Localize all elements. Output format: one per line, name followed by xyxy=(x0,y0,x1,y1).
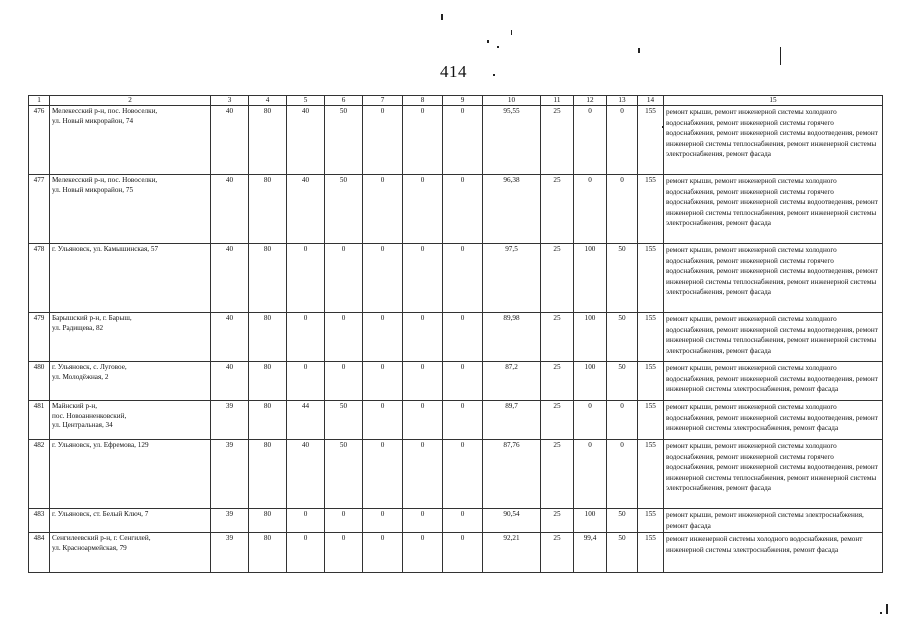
value-cell-col-14: 155 xyxy=(638,244,664,313)
value-cell-col-13: 0 xyxy=(607,175,638,244)
repair-program-table xyxy=(28,95,883,573)
address-cell xyxy=(50,175,211,244)
row-number: 481 xyxy=(29,401,50,440)
address-line: ул. Красноармейская, 79 xyxy=(52,543,127,552)
value-cell-col-5: 0 xyxy=(287,244,325,313)
value-cell-col-10: 90,54 xyxy=(483,509,541,533)
address-line: Сенгилеевский р-н, г. Сенгилей, xyxy=(52,534,151,543)
value-cell-col-10: 95,55 xyxy=(483,106,541,175)
value-cell-col-6: 0 xyxy=(325,313,363,362)
value-cell-col-11: 25 xyxy=(541,362,574,401)
value-cell-col-10: 87,2 xyxy=(483,362,541,401)
value-cell-col-4: 80 xyxy=(249,401,287,440)
works-description-cell: ремонт крыши, ремонт инженерной системы холодного водоснабжения, ремонт инженерной системы водоотведения, ремонт инженерной системы теплоснабжения, ремонт инженерной системы электроснабжения, ремонт фасада xyxy=(664,313,883,362)
value-cell-col-11: 25 xyxy=(541,533,574,573)
scan-speck xyxy=(511,30,512,35)
scan-speck xyxy=(638,48,640,53)
value-cell-col-13: 0 xyxy=(607,440,638,509)
value-cell-col-11: 25 xyxy=(541,244,574,313)
value-cell-col-4: 80 xyxy=(249,175,287,244)
table-row xyxy=(29,401,883,440)
value-cell-col-10: 92,21 xyxy=(483,533,541,573)
value-cell-col-5: 40 xyxy=(287,106,325,175)
value-cell-col-7: 0 xyxy=(363,440,403,509)
column-header: 9 xyxy=(443,96,483,106)
value-cell-col-12: 99,4 xyxy=(574,533,607,573)
row-number: 482 xyxy=(29,440,50,509)
address-line: г. Ульяновск, с. Луговое, xyxy=(52,363,127,371)
table-row xyxy=(29,175,883,244)
value-cell-col-9: 0 xyxy=(443,362,483,401)
value-cell-col-13: 50 xyxy=(607,362,638,401)
value-cell-col-11: 25 xyxy=(541,106,574,175)
address-line: Барышский р-н, г. Барыш, xyxy=(52,314,132,322)
value-cell-col-14: 155 xyxy=(638,175,664,244)
address-line: ул. Новый микрорайон, 75 xyxy=(52,185,134,194)
value-cell-col-14: 155 xyxy=(638,440,664,509)
scan-speck xyxy=(780,47,781,65)
value-cell-col-14: 155 xyxy=(638,509,664,533)
column-header: 13 xyxy=(607,96,638,106)
value-cell-col-12: 100 xyxy=(574,362,607,401)
value-cell-col-8: 0 xyxy=(403,401,443,440)
value-cell-col-6: 0 xyxy=(325,362,363,401)
value-cell-col-4: 80 xyxy=(249,509,287,533)
address-line: г. Ульяновск, ул. Ефремова, 129 xyxy=(52,441,149,449)
works-description-cell: ремонт инженерной системы холодного водоснабжения, ремонт инженерной системы электроснабжения, ремонт фасада xyxy=(664,533,883,573)
value-cell-col-3: 40 xyxy=(211,313,249,362)
value-cell-col-12: 0 xyxy=(574,175,607,244)
table-row xyxy=(29,533,883,573)
value-cell-col-8: 0 xyxy=(403,175,443,244)
address-cell xyxy=(50,313,211,362)
column-header: 3 xyxy=(211,96,249,106)
value-cell-col-8: 0 xyxy=(403,440,443,509)
table-row xyxy=(29,313,883,362)
column-header: 12 xyxy=(574,96,607,106)
scan-speck xyxy=(441,14,443,20)
value-cell-col-8: 0 xyxy=(403,106,443,175)
value-cell-col-10: 89,7 xyxy=(483,401,541,440)
value-cell-col-3: 40 xyxy=(211,106,249,175)
address-cell xyxy=(50,509,211,533)
row-number: 480 xyxy=(29,362,50,401)
value-cell-col-11: 25 xyxy=(541,175,574,244)
value-cell-col-11: 25 xyxy=(541,401,574,440)
address-cell xyxy=(50,440,211,509)
value-cell-col-14: 155 xyxy=(638,401,664,440)
value-cell-col-5: 40 xyxy=(287,175,325,244)
scan-speck xyxy=(886,604,888,614)
value-cell-col-6: 50 xyxy=(325,401,363,440)
column-header: 6 xyxy=(325,96,363,106)
value-cell-col-3: 40 xyxy=(211,244,249,313)
address-line: ул. Центральная, 34 xyxy=(52,421,113,430)
column-header: 11 xyxy=(541,96,574,106)
value-cell-col-4: 80 xyxy=(249,533,287,573)
works-description-cell: ремонт крыши, ремонт инженерной системы холодного водоснабжения, ремонт инженерной системы водоотведения, ремонт инженерной системы электроснабжения, ремонт фасада xyxy=(664,362,883,401)
value-cell-col-9: 0 xyxy=(443,175,483,244)
address-line: ул. Радищева, 82 xyxy=(52,323,104,332)
works-description-cell: ремонт крыши, ремонт инженерной системы холодного водоснабжения, ремонт инженерной системы горячего водоснабжения, ремонт инженерной системы водоотведения, ремонт инженерной системы теплоснабжения, ремонт инженерной системы электроснабжения, ремонт фасада xyxy=(664,106,883,175)
value-cell-col-7: 0 xyxy=(363,106,403,175)
value-cell-col-4: 80 xyxy=(249,440,287,509)
row-number: 477 xyxy=(29,175,50,244)
value-cell-col-4: 80 xyxy=(249,106,287,175)
value-cell-col-6: 0 xyxy=(325,244,363,313)
value-cell-col-12: 0 xyxy=(574,440,607,509)
column-header: 4 xyxy=(249,96,287,106)
value-cell-col-12: 100 xyxy=(574,509,607,533)
address-cell xyxy=(50,533,211,573)
table-row xyxy=(29,362,883,401)
works-description-cell: ремонт крыши, ремонт инженерной системы холодного водоснабжения, ремонт инженерной системы горячего водоснабжения, ремонт инженерной системы водоотведения, ремонт инженерной системы теплоснабжения, ремонт инженерной системы электроснабжения, ремонт фасада xyxy=(664,440,883,509)
address-cell xyxy=(50,362,211,401)
value-cell-col-13: 0 xyxy=(607,106,638,175)
value-cell-col-9: 0 xyxy=(443,533,483,573)
column-header: 5 xyxy=(287,96,325,106)
header-row xyxy=(29,96,883,106)
value-cell-col-5: 0 xyxy=(287,509,325,533)
page-number: 414 xyxy=(440,62,467,81)
value-cell-col-13: 50 xyxy=(607,244,638,313)
value-cell-col-7: 0 xyxy=(363,362,403,401)
value-cell-col-3: 39 xyxy=(211,440,249,509)
address-line: Майнский р-н, xyxy=(52,402,98,410)
value-cell-col-5: 0 xyxy=(287,533,325,573)
value-cell-col-3: 39 xyxy=(211,401,249,440)
table-row xyxy=(29,244,883,313)
table-row xyxy=(29,440,883,509)
column-header: 14 xyxy=(638,96,664,106)
value-cell-col-12: 100 xyxy=(574,244,607,313)
address-line: Мелекесский р-н, пос. Новоселки, xyxy=(52,176,158,184)
value-cell-col-8: 0 xyxy=(403,533,443,573)
value-cell-col-8: 0 xyxy=(403,362,443,401)
value-cell-col-5: 0 xyxy=(287,313,325,362)
column-header: 7 xyxy=(363,96,403,106)
column-header: 15 xyxy=(664,96,883,106)
value-cell-col-3: 39 xyxy=(211,509,249,533)
value-cell-col-7: 0 xyxy=(363,533,403,573)
value-cell-col-14: 155 xyxy=(638,362,664,401)
value-cell-col-11: 25 xyxy=(541,313,574,362)
value-cell-col-9: 0 xyxy=(443,401,483,440)
value-cell-col-7: 0 xyxy=(363,401,403,440)
column-header: 1 xyxy=(29,96,50,106)
value-cell-col-7: 0 xyxy=(363,175,403,244)
value-cell-col-12: 0 xyxy=(574,106,607,175)
address-line: ул. Молодёжная, 2 xyxy=(52,372,109,381)
scan-speck xyxy=(487,40,489,43)
address-line: г. Ульяновск, ст. Белый Ключ, 7 xyxy=(52,510,149,518)
works-description-cell: ремонт крыши, ремонт инженерной системы холодного водоснабжения, ремонт инженерной системы водоотведения, ремонт инженерной системы электроснабжения, ремонт фасада xyxy=(664,401,883,440)
scan-speck xyxy=(497,46,499,48)
value-cell-col-11: 25 xyxy=(541,440,574,509)
address-line: пос. Новоанненковский, xyxy=(52,411,127,420)
value-cell-col-10: 87,76 xyxy=(483,440,541,509)
value-cell-col-6: 50 xyxy=(325,440,363,509)
value-cell-col-13: 50 xyxy=(607,509,638,533)
value-cell-col-13: 0 xyxy=(607,401,638,440)
value-cell-col-7: 0 xyxy=(363,244,403,313)
value-cell-col-13: 50 xyxy=(607,313,638,362)
value-cell-col-7: 0 xyxy=(363,509,403,533)
value-cell-col-14: 155 xyxy=(638,313,664,362)
value-cell-col-12: 100 xyxy=(574,313,607,362)
value-cell-col-8: 0 xyxy=(403,244,443,313)
value-cell-col-8: 0 xyxy=(403,313,443,362)
value-cell-col-11: 25 xyxy=(541,509,574,533)
value-cell-col-3: 40 xyxy=(211,175,249,244)
value-cell-col-3: 39 xyxy=(211,533,249,573)
value-cell-col-9: 0 xyxy=(443,313,483,362)
address-line: г. Ульяновск, ул. Камышинская, 57 xyxy=(52,245,159,253)
value-cell-col-10: 89,98 xyxy=(483,313,541,362)
value-cell-col-5: 40 xyxy=(287,440,325,509)
value-cell-col-6: 50 xyxy=(325,175,363,244)
scan-speck xyxy=(493,74,495,76)
row-number: 479 xyxy=(29,313,50,362)
column-header: 8 xyxy=(403,96,443,106)
value-cell-col-8: 0 xyxy=(403,509,443,533)
row-number: 484 xyxy=(29,533,50,573)
value-cell-col-9: 0 xyxy=(443,509,483,533)
value-cell-col-6: 0 xyxy=(325,509,363,533)
value-cell-col-14: 155 xyxy=(638,533,664,573)
table-row xyxy=(29,106,883,175)
column-header: 10 xyxy=(483,96,541,106)
value-cell-col-4: 80 xyxy=(249,244,287,313)
value-cell-col-5: 44 xyxy=(287,401,325,440)
address-cell xyxy=(50,244,211,313)
works-description-cell: ремонт крыши, ремонт инженерной системы холодного водоснабжения, ремонт инженерной системы горячего водоснабжения, ремонт инженерной системы водоотведения, ремонт инженерной системы теплоснабжения, ремонт инженерной системы электроснабжения, ремонт фасада xyxy=(664,175,883,244)
value-cell-col-7: 0 xyxy=(363,313,403,362)
works-description-cell: ремонт крыши, ремонт инженерной системы электроснабжения, ремонт фасада xyxy=(664,509,883,533)
value-cell-col-9: 0 xyxy=(443,106,483,175)
value-cell-col-10: 96,38 xyxy=(483,175,541,244)
address-line: ул. Новый микрорайон, 74 xyxy=(52,116,134,125)
value-cell-col-14: 155 xyxy=(638,106,664,175)
address-cell xyxy=(50,106,211,175)
value-cell-col-6: 0 xyxy=(325,533,363,573)
value-cell-col-4: 80 xyxy=(249,362,287,401)
row-number: 476 xyxy=(29,106,50,175)
address-cell xyxy=(50,401,211,440)
row-number: 483 xyxy=(29,509,50,533)
table-row xyxy=(29,509,883,533)
address-line: Мелекесский р-н, пос. Новоселки, xyxy=(52,107,158,115)
value-cell-col-13: 50 xyxy=(607,533,638,573)
value-cell-col-12: 0 xyxy=(574,401,607,440)
value-cell-col-4: 80 xyxy=(249,313,287,362)
value-cell-col-5: 0 xyxy=(287,362,325,401)
scan-speck xyxy=(880,612,882,614)
value-cell-col-9: 0 xyxy=(443,244,483,313)
value-cell-col-6: 50 xyxy=(325,106,363,175)
row-number: 478 xyxy=(29,244,50,313)
column-header: 2 xyxy=(50,96,211,106)
value-cell-col-3: 40 xyxy=(211,362,249,401)
value-cell-col-10: 97,5 xyxy=(483,244,541,313)
works-description-cell: ремонт крыши, ремонт инженерной системы холодного водоснабжения, ремонт инженерной системы горячего водоснабжения, ремонт инженерной системы водоотведения, ремонт инженерной системы теплоснабжения, ремонт инженерной системы электроснабжения, ремонт фасада xyxy=(664,244,883,313)
value-cell-col-9: 0 xyxy=(443,440,483,509)
